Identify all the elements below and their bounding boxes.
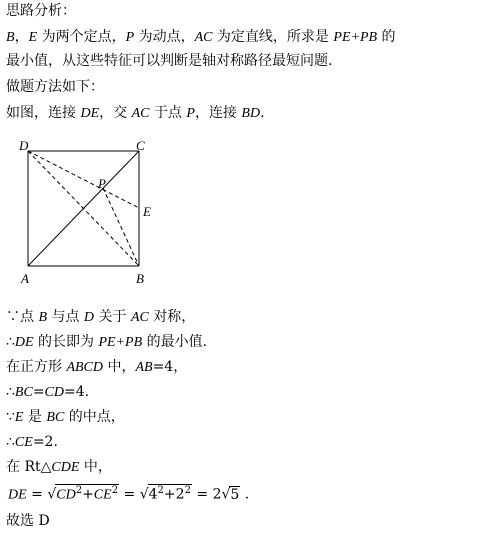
analysis-line-1 [6,28,396,47]
final-answer: 故选 D [6,513,50,529]
text: 为两个定点， [37,29,126,45]
formula-end: . [240,486,250,503]
sqrt-sign: √ [47,486,57,503]
square-geometry-figure [14,138,164,290]
text: =2. [32,434,58,450]
label-a: A [21,271,29,286]
plus: + [82,486,94,503]
text: 的长即为 [33,334,99,350]
formula-eq: = [26,486,48,503]
label-c: C [136,138,145,153]
formula-eq: = [119,486,140,503]
reason-midpoint [6,408,125,427]
radicand-3 [229,486,240,503]
expr-pe-pb: PE+PB [333,30,378,45]
text: 中， [103,359,136,375]
num-5: 5 [230,486,240,503]
label-b: B [136,271,144,286]
method-line [6,104,265,123]
text: ，连接 [194,105,242,121]
text: 的 [377,29,396,45]
text: 是 [23,409,47,425]
sqrt-sign: √ [221,486,231,503]
text: ∴ [6,334,15,350]
var-cd: CD [44,385,64,400]
var-de: DE [14,335,34,350]
dashed-de [28,151,139,208]
text: 为定直线，所求是 [212,29,334,45]
text: . [260,105,265,121]
analysis-line-2: 最小值，从这些特征可以判断是轴对称路径最短问题. [6,53,333,69]
reason-symmetry [6,308,195,327]
text: ∴ [6,434,15,450]
num-2: 2 [175,486,185,503]
var-d: D [83,310,95,325]
text: ， [14,29,29,45]
dashed-pb [103,188,139,266]
var-abcd: ABCD [66,360,104,375]
text: ，交 [99,105,132,121]
exponent: 2 [184,485,191,496]
text: ∵ [6,409,15,425]
method-heading: 做题方法如下： [6,79,104,95]
var-b: B [38,310,48,325]
heading-analysis: 思路分析： [6,3,76,19]
var-p: P [125,30,135,45]
label-p: P [98,176,106,191]
exponent: 2 [111,485,119,496]
var-ac: AC [194,30,213,45]
given-square [6,358,187,377]
var-p: P [186,106,195,121]
text: ∵点 [6,309,39,325]
right-triangle-line [6,458,112,477]
sqrt-sign: √ [139,486,149,503]
text: 的中点， [64,409,125,425]
var-ce: CE [14,435,33,450]
text: 为动点， [134,29,195,45]
formula-eq: = 2 [191,486,222,503]
var-ac: AC [130,310,149,325]
derive-ce [6,433,58,452]
var-de: DE [80,106,100,121]
label-d: D [19,138,29,153]
derive-sides [6,383,89,402]
text: 在正方形 [6,359,67,375]
expr-pe-pb: PE+PB [98,335,143,350]
radicand-1 [55,484,119,504]
text: 对称， [148,309,196,325]
text: 于点 [149,105,187,121]
var-bc: BC [46,410,65,425]
text: 关于 [94,309,131,325]
var-bc: BC [14,385,33,400]
text: ∴ [6,384,15,400]
plus: + [163,486,176,503]
conclusion-min [6,333,207,352]
formula-cd: CD [56,487,76,503]
text: 在 Rt△ [6,459,52,475]
text: 如图，连接 [6,105,81,121]
label-e: E [143,204,151,219]
var-ac: AC [131,106,150,121]
text: =4， [152,359,188,375]
text: = [32,384,45,400]
var-cde: CDE [51,460,80,475]
formula-ce: CE [93,487,112,503]
text: 中， [79,459,112,475]
formula-lhs: DE [8,487,27,503]
exponent: 2 [157,485,164,496]
text: =4. [64,384,90,400]
pythagoras-formula [8,484,249,510]
radicand-2 [148,484,192,503]
var-e: E [14,410,24,425]
text: 与点 [47,309,84,325]
var-ab: AB [135,360,153,375]
num-4: 4 [148,486,158,503]
var-b: B [6,30,15,45]
text: 的最小值. [142,334,208,350]
exponent: 2 [75,485,83,496]
var-e: E [28,30,38,45]
var-bd: BD [241,106,261,121]
